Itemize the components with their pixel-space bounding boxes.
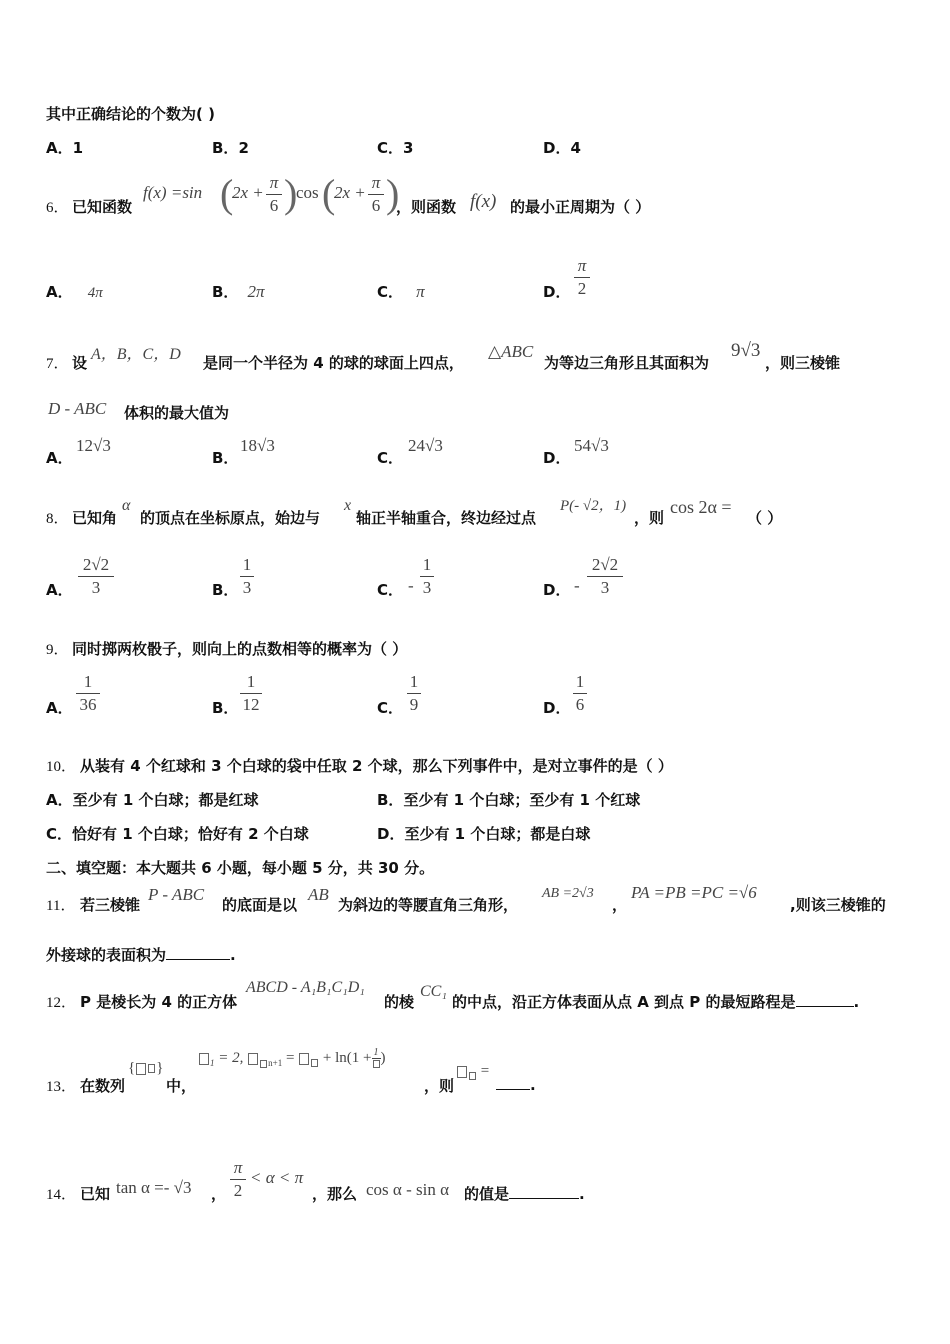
frac-numerator: π bbox=[233, 1158, 243, 1177]
q13-number: 13． bbox=[46, 1079, 77, 1095]
q7-number: 7． bbox=[46, 356, 69, 372]
q6-option-b[interactable] bbox=[212, 281, 265, 302]
q8-prefix: 已知角 bbox=[72, 509, 118, 527]
q8-option-d-sign: - bbox=[574, 576, 580, 595]
q6-number: 6． bbox=[46, 200, 69, 216]
q11-mid2: 为斜边的等腰直角三角形， bbox=[338, 896, 519, 914]
q12-cube: ABCD - A₁B₁C₁D₁ bbox=[246, 979, 365, 996]
q13-an bbox=[456, 1063, 489, 1083]
q11-end: . bbox=[230, 946, 236, 964]
q14-tan: tan α =- √3 bbox=[116, 1178, 192, 1197]
q7-triangle: △ABC bbox=[488, 342, 534, 361]
q11-abval: AB =2√3 bbox=[542, 886, 594, 901]
q8-alpha: α bbox=[122, 497, 131, 514]
q10-number: 10． bbox=[46, 759, 77, 775]
q6-cos: cos bbox=[296, 183, 319, 202]
q12-mid1: 的棱 bbox=[384, 993, 415, 1011]
frac-denominator: 3 bbox=[600, 578, 610, 597]
answer-blank[interactable] bbox=[796, 1006, 854, 1007]
paren-close-icon: ) bbox=[284, 171, 298, 216]
option-value: 4 bbox=[570, 139, 581, 157]
q6-frac2 bbox=[368, 173, 384, 216]
q12-prefix: P 是棱长为 4 的正方体 bbox=[80, 993, 238, 1011]
frac-numerator: 1 bbox=[83, 672, 93, 691]
q12-post: 的中点，沿正方体表面从点 A 到点 P 的最短路程是 bbox=[452, 993, 796, 1011]
option-value: 2π bbox=[247, 282, 265, 301]
q8-option-b-label[interactable]: B． bbox=[212, 581, 239, 599]
q8-option-c-label[interactable]: C． bbox=[377, 581, 404, 599]
q14-post: 的值是 bbox=[464, 1185, 510, 1203]
q11-line2 bbox=[46, 944, 236, 965]
q13-seq: { } bbox=[128, 1060, 164, 1076]
q9-option-a-frac[interactable] bbox=[76, 672, 100, 715]
q14-inequality: < α < π bbox=[250, 1168, 304, 1187]
option-label: D． bbox=[377, 825, 405, 843]
q14-mid: ，那么 bbox=[312, 1185, 358, 1203]
placeholder-icon bbox=[299, 1053, 309, 1065]
q6-option-d-frac[interactable] bbox=[574, 256, 590, 299]
option-value: 4π bbox=[87, 285, 103, 301]
q7-area: 9√3 bbox=[731, 340, 761, 361]
option-label: A． bbox=[46, 791, 73, 809]
q9-option-a-label[interactable]: A． bbox=[46, 699, 73, 717]
q7-mid2: 为等边三角形且其面积为 bbox=[544, 354, 710, 372]
q13-sub-1: 1 bbox=[210, 1057, 215, 1068]
q7-points: A，B，C，D bbox=[91, 346, 181, 363]
q5-option-d[interactable] bbox=[543, 137, 581, 158]
q13-answer bbox=[496, 1075, 536, 1094]
placeholder-icon bbox=[199, 1053, 209, 1065]
q13-formula-a: = 2, bbox=[218, 1049, 244, 1066]
q7-line2-math: D - ABC bbox=[48, 399, 107, 418]
q10-option-d[interactable] bbox=[377, 823, 590, 844]
frac-numerator: 1 bbox=[422, 555, 432, 574]
q13-eq: = bbox=[480, 1063, 490, 1079]
q10-option-c[interactable] bbox=[46, 823, 309, 844]
q6-post: 的最小正周期为（ ） bbox=[510, 198, 651, 216]
q8-point: P(- √2，1) bbox=[560, 498, 627, 514]
q8-mid3: ，则 bbox=[634, 509, 665, 527]
q11-mid1: 的底面是以 bbox=[222, 896, 298, 914]
option-value: 恰好有 1 个白球；恰好有 2 个白球 bbox=[72, 825, 309, 843]
q9-number: 9． bbox=[46, 642, 69, 658]
frac-numerator: 1 bbox=[242, 555, 252, 574]
q11-line2-text: 外接球的表面积为 bbox=[46, 946, 167, 964]
frac-numerator: 1 bbox=[246, 672, 256, 691]
option-label: A． bbox=[46, 283, 73, 301]
q8-option-b-frac[interactable] bbox=[240, 555, 254, 598]
option-label: B． bbox=[212, 283, 239, 301]
frac-denominator: 3 bbox=[91, 578, 101, 597]
paren-open-icon: ( bbox=[220, 171, 234, 216]
q5-option-a[interactable] bbox=[46, 137, 83, 158]
q14-prefix: 已知 bbox=[80, 1185, 111, 1203]
frac-denominator: 3 bbox=[242, 578, 252, 597]
q6-option-c[interactable] bbox=[377, 281, 425, 302]
frac-numerator: π bbox=[371, 173, 381, 192]
frac-numerator: π bbox=[577, 256, 587, 275]
frac-denominator: 6 bbox=[371, 196, 381, 215]
q10-option-a[interactable] bbox=[46, 789, 259, 810]
q13-sub-n1: n+1 bbox=[268, 1057, 283, 1068]
q5-tail-text: 其中正确结论的个数为( ) bbox=[46, 105, 215, 123]
frac-numerator: 1 bbox=[575, 672, 585, 691]
option-label: D． bbox=[543, 449, 571, 467]
option-label: C． bbox=[377, 449, 404, 467]
q13-formula-c: + ln(1 + bbox=[322, 1049, 372, 1066]
frac-denominator: 6 bbox=[269, 196, 279, 215]
option-label: A． bbox=[46, 139, 73, 157]
q11-post: ,则该三棱锥的 bbox=[790, 896, 886, 914]
q14-frac bbox=[230, 1158, 246, 1201]
placeholder-icon bbox=[148, 1064, 155, 1073]
q13-formula-b: = bbox=[285, 1049, 295, 1066]
placeholder-icon bbox=[311, 1059, 318, 1067]
q7-option-d[interactable] bbox=[543, 447, 570, 468]
q7-option-d-value[interactable]: 54√3 bbox=[574, 436, 609, 455]
q8-option-c-sign: - bbox=[408, 576, 414, 595]
q8-option-d-frac[interactable] bbox=[587, 555, 623, 598]
option-value: π bbox=[416, 282, 425, 301]
frac-numerator: 2√2 bbox=[591, 555, 619, 574]
q11-ab: AB bbox=[308, 885, 329, 904]
q10-option-b[interactable] bbox=[377, 789, 640, 810]
q8-post: （ ） bbox=[747, 509, 783, 527]
answer-blank[interactable] bbox=[166, 959, 230, 960]
q13-mid: 中， bbox=[166, 1077, 197, 1095]
frac-denominator: 3 bbox=[422, 578, 432, 597]
frac-numerator: 1 bbox=[373, 1047, 379, 1058]
q6-option-a[interactable] bbox=[46, 281, 103, 302]
q8-expr: cos 2α = bbox=[670, 497, 732, 517]
option-label: A． bbox=[46, 449, 73, 467]
q7-option-b[interactable] bbox=[212, 447, 238, 468]
answer-blank[interactable] bbox=[509, 1198, 579, 1199]
placeholder-icon bbox=[469, 1072, 476, 1080]
q13-end: . bbox=[530, 1076, 536, 1094]
q9-option-c-label[interactable]: C． bbox=[377, 699, 404, 717]
frac-numerator: 2√2 bbox=[82, 555, 110, 574]
q9-option-d-frac[interactable] bbox=[573, 672, 587, 715]
option-label: D． bbox=[543, 139, 571, 157]
q13-comma: ，则 bbox=[424, 1077, 455, 1095]
q6-frac1 bbox=[266, 173, 282, 216]
q9-option-d-label[interactable]: D． bbox=[543, 699, 571, 717]
q13-formula: $_1$ = 2, $_{n+1}$ = + ln(1 + 1 ) bbox=[198, 1048, 386, 1070]
q8-mid2: 轴正半轴重合，终边经过点 bbox=[356, 509, 537, 527]
q6-option-d-label[interactable]: D． bbox=[543, 283, 571, 301]
q11-number: 11． bbox=[46, 898, 76, 914]
q7-mid1: 是同一个半径为 4 的球的球面上四点， bbox=[203, 354, 464, 372]
q11-equation: PA =PB =PC =√6 bbox=[631, 883, 757, 902]
option-label: B． bbox=[212, 449, 239, 467]
frac-denominator: 36 bbox=[79, 695, 97, 714]
q11-comma: ， bbox=[612, 896, 628, 914]
option-label: B． bbox=[212, 139, 239, 157]
option-label: C． bbox=[377, 283, 404, 301]
placeholder-icon bbox=[457, 1066, 467, 1078]
q12-cc: CC₁ bbox=[420, 983, 447, 1000]
q11-prefix: 若三棱锥 bbox=[80, 896, 141, 914]
frac-denominator: 12 bbox=[242, 695, 260, 714]
frac-denominator: 2 bbox=[233, 1181, 243, 1200]
frac-denominator: 2 bbox=[577, 279, 587, 298]
q12-post-line bbox=[452, 991, 859, 1012]
option-label: B． bbox=[377, 791, 404, 809]
paren-close-icon: ) bbox=[386, 171, 400, 216]
q8-option-a-label[interactable]: A． bbox=[46, 581, 73, 599]
q14-expr: cos α - sin α bbox=[366, 1180, 449, 1199]
q8-option-d-label[interactable]: D． bbox=[543, 581, 571, 599]
q7-option-a[interactable] bbox=[46, 447, 73, 468]
q8-number: 8． bbox=[46, 511, 69, 527]
q10-text: 从装有 4 个红球和 3 个白球的袋中任取 2 个球，那么下列事件中，是对立事件的是（ ） bbox=[80, 757, 673, 775]
q7-option-b-value[interactable]: 18√3 bbox=[240, 436, 275, 455]
answer-blank[interactable] bbox=[496, 1089, 530, 1090]
q12-number: 12． bbox=[46, 995, 77, 1011]
q13-inner-frac bbox=[372, 1048, 381, 1069]
q6-prefix: 已知函数 bbox=[72, 198, 133, 216]
placeholder-icon bbox=[373, 1060, 380, 1068]
q6-arg2: 2x + bbox=[334, 183, 366, 202]
option-value: 1 bbox=[72, 139, 84, 157]
q7-post1: ，则三棱锥 bbox=[765, 354, 841, 372]
option-value: 至少有 1 个白球；至少有 1 个红球 bbox=[403, 791, 641, 809]
option-value: 3 bbox=[403, 139, 414, 157]
paren-open-icon: ( bbox=[322, 171, 336, 216]
q7-option-a-value[interactable]: 12√3 bbox=[76, 436, 111, 455]
option-value: 至少有 1 个白球；都是白球 bbox=[404, 825, 591, 843]
frac-numerator: 1 bbox=[409, 672, 419, 691]
q6-arg1: 2x + bbox=[232, 183, 264, 202]
frac-denominator: 9 bbox=[409, 695, 419, 714]
q14-comma: ， bbox=[211, 1185, 227, 1203]
q9-option-b-frac[interactable] bbox=[240, 672, 262, 715]
placeholder-icon bbox=[260, 1060, 267, 1068]
option-value: 至少有 1 个白球；都是红球 bbox=[72, 791, 259, 809]
option-value: 2 bbox=[238, 139, 249, 157]
frac-denominator: 6 bbox=[575, 695, 585, 714]
q5-option-b[interactable] bbox=[212, 137, 249, 158]
q13-prefix: 在数列 bbox=[80, 1077, 126, 1095]
option-label: C． bbox=[46, 825, 73, 843]
q5-option-c[interactable] bbox=[377, 137, 413, 158]
q8-mid1: 的顶点在坐标原点，始边与 bbox=[140, 509, 321, 527]
q7-option-c-value[interactable]: 24√3 bbox=[408, 436, 443, 455]
q6-fx: f(x) bbox=[470, 191, 497, 212]
q8-x: x bbox=[344, 497, 352, 514]
frac-numerator: π bbox=[269, 173, 279, 192]
q9-text: 同时掷两枚骰子，则向上的点数相等的概率为（ ） bbox=[72, 640, 408, 658]
q7-option-c[interactable] bbox=[377, 447, 403, 468]
placeholder-icon bbox=[136, 1063, 146, 1075]
q8-option-a-frac[interactable] bbox=[78, 555, 114, 598]
q9-option-b-label[interactable]: B． bbox=[212, 699, 239, 717]
q14-end: . bbox=[579, 1185, 585, 1203]
q8-option-c-frac[interactable] bbox=[420, 555, 434, 598]
q11-pabc: P - ABC bbox=[148, 885, 205, 904]
q6-mid: ，则函数 bbox=[396, 198, 457, 216]
q7-line2-text: 体积的最大值为 bbox=[124, 404, 230, 422]
placeholder-icon bbox=[248, 1053, 258, 1065]
q7-prefix: 设 bbox=[72, 354, 88, 372]
option-label: C． bbox=[377, 139, 404, 157]
q9-option-c-frac[interactable] bbox=[407, 672, 421, 715]
q6-formula-f: f(x) =sin bbox=[143, 183, 203, 202]
section-heading: 二、填空题：本大题共 6 小题，每小题 5 分，共 30 分。 bbox=[46, 859, 435, 877]
q12-end: . bbox=[853, 993, 860, 1011]
q14-number: 14． bbox=[46, 1187, 77, 1203]
q14-post-line bbox=[464, 1183, 585, 1204]
